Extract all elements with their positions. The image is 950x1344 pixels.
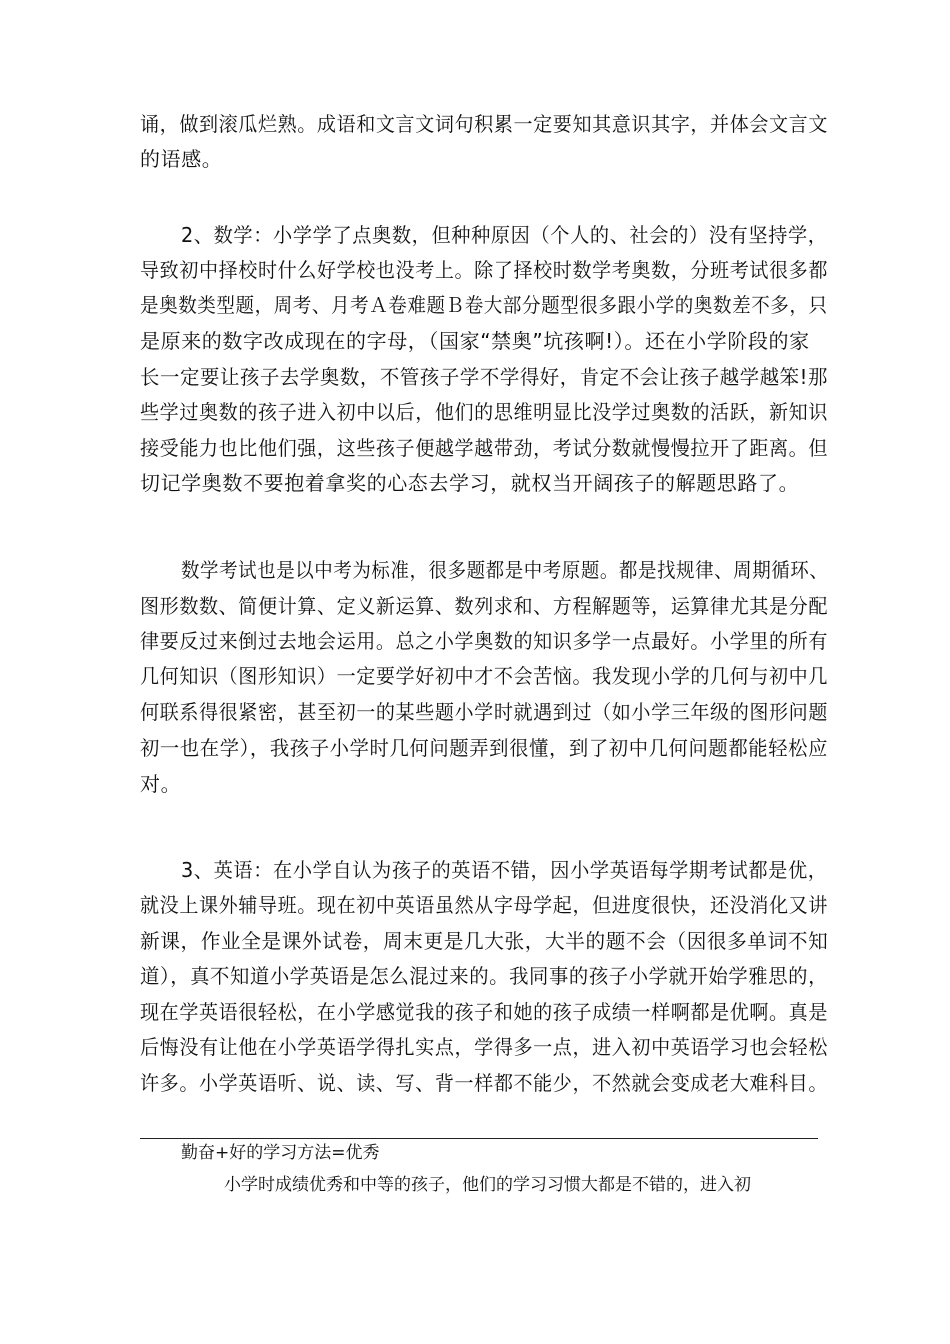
p1-line-4: 长一定要让孩子去学奥数，不管孩子学不学得好，肯定不会让孩子越学越笨!那 xyxy=(140,365,829,389)
p2-line-4: 何联系得很紧密，甚至初一的某些题小学时就遇到过（如小学三年级的图形问题 xyxy=(140,700,828,724)
p1-line-6: 接受能力也比他们强，这些孩子便越学越带劲，考试分数就慢慢拉开了距离。但 xyxy=(140,436,828,460)
p1-line-3: 是原来的数字改成现在的字母，（国家“禁奥”坑孩啊!）。还在小学阶段的家 xyxy=(140,329,810,353)
p3-line-1: 就没上课外辅导班。现在初中英语虽然从字母学起，但进度很快，还没消化又讲 xyxy=(140,893,828,917)
p3-line-5: 后悔没有让他在小学英语学得扎实点，学得多一点，进入初中英语学习也会轻松 xyxy=(140,1035,828,1059)
p1-line-5: 些学过奥数的孩子进入初中以后，他们的思维明显比没学过奥数的活跃，新知识 xyxy=(140,400,828,424)
section-first-line: 小学时成绩优秀和中等的孩子，他们的学习习惯大都是不错的，进入初 xyxy=(224,1175,751,1195)
p3-line-6: 许多。小学英语听、说、读、写、背一样都不能少，不然就会变成老大难科目。 xyxy=(140,1071,828,1095)
section-heading: 勤奋+好的学习方法=优秀 xyxy=(181,1143,380,1163)
p1-line-1: 导致初中择校时什么好学校也没考上。除了择校时数学考奥数，分班考试很多都 xyxy=(140,258,828,282)
p3-line-4: 现在学英语很轻松，在小学感觉我的孩子和她的孩子成绩一样啊都是优啊。真是 xyxy=(140,1000,828,1024)
section-divider xyxy=(140,1138,818,1139)
p2-line-1: 图形数数、简便计算、定义新运算、数列求和、方程解题等，运算律尤其是分配 xyxy=(140,594,828,618)
p0-line-0: 诵，做到滚瓜烂熟。成语和文言文词句积累一定要知其意识其字，并体会文言文 xyxy=(140,112,828,136)
p0-line-1: 的语感。 xyxy=(140,147,223,171)
p2-line-5: 初一也在学），我孩子小学时几何问题弄到很懂，到了初中几何问题都能轻松应 xyxy=(140,736,829,760)
p2-line-0: 数学考试也是以中考为标准，很多题都是中考原题。都是找规律、周期循环、 xyxy=(181,558,829,582)
p2-line-3: 几何知识（图形知识）一定要学好初中才不会苦恼。我发现小学的几何与初中几 xyxy=(140,664,828,688)
p3-line-0: 3、英语：在小学自认为孩子的英语不错，因小学英语每学期考试都是优， xyxy=(181,858,828,882)
p1-line-2: 是奥数类型题，周考、月考Ａ卷难题Ｂ卷大部分题型很多跟小学的奥数差不多，只 xyxy=(140,293,828,317)
p3-line-3: 道），真不知道小学英语是怎么混过来的。我同事的孩子小学就开始学雅思的， xyxy=(140,964,829,988)
p1-line-7: 切记学奥数不要抱着拿奖的心态去学习，就权当开阔孩子的解题思路了。 xyxy=(140,471,800,495)
p1-line-0: 2、数学：小学学了点奥数，但种种原因（个人的、社会的）没有坚持学， xyxy=(181,223,828,247)
p2-line-6: 对。 xyxy=(140,772,182,796)
p3-line-2: 新课，作业全是课外试卷，周末更是几大张，大半的题不会（因很多单词不知 xyxy=(140,929,829,953)
p2-line-2: 律要反过来倒过去地会运用。总之小学奥数的知识多学一点最好。小学里的所有 xyxy=(140,629,828,653)
